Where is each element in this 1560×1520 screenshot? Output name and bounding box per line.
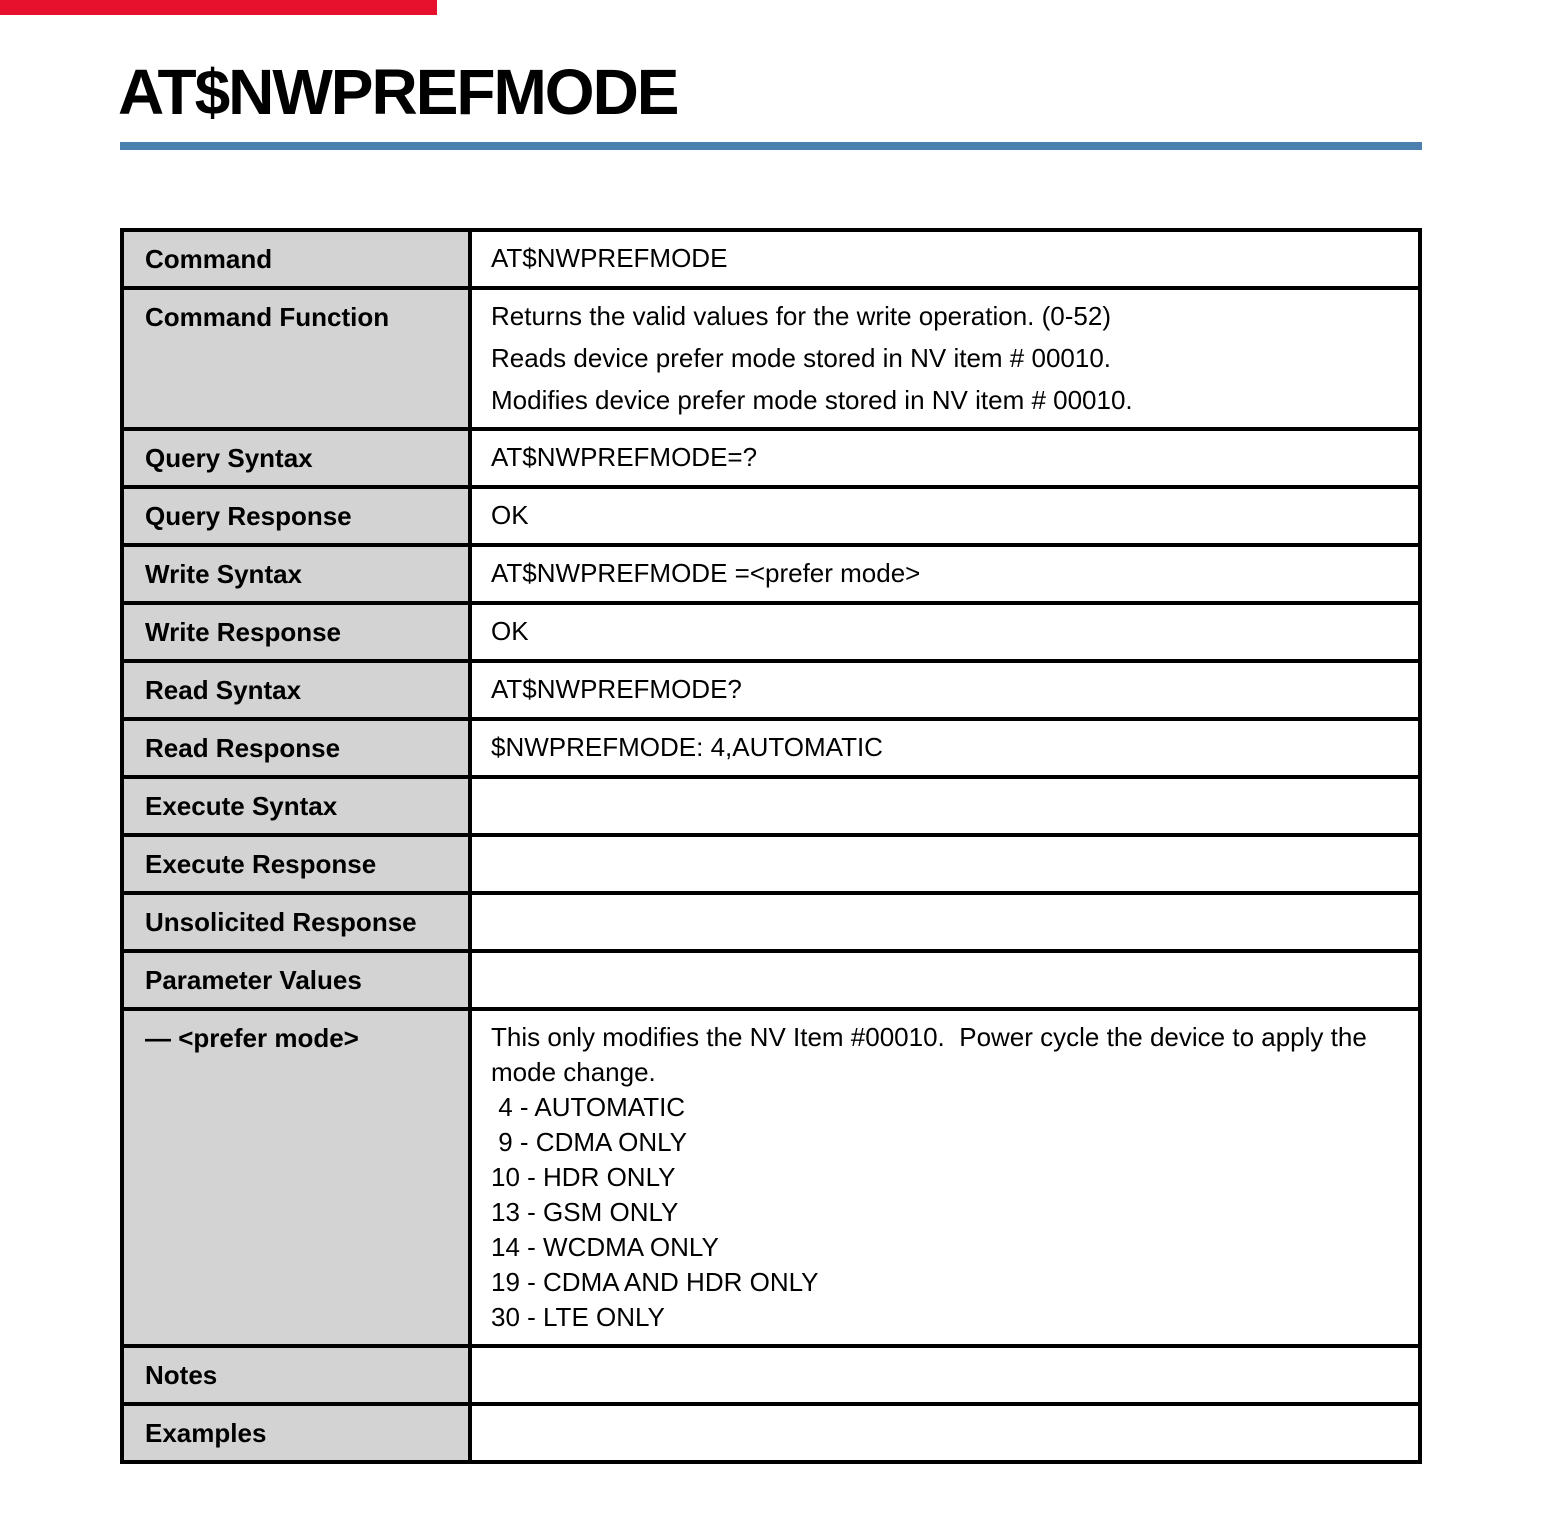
- row-label: Read Syntax: [122, 661, 470, 719]
- value-line: AT$NWPREFMODE=?: [491, 442, 758, 472]
- value-line: OK: [491, 500, 529, 530]
- row-label: — <prefer mode>: [122, 1009, 470, 1346]
- row-label: Execute Response: [122, 835, 470, 893]
- value-line: This only modifies the NV Item #00010. Power cycle the device to apply the mode change.: [491, 1022, 1375, 1087]
- row-label: Command Function: [122, 288, 470, 429]
- row-label: Write Response: [122, 603, 470, 661]
- row-value: [470, 951, 1420, 1009]
- table-row: [122, 893, 1420, 951]
- table-row: [122, 288, 1420, 429]
- table-row: [122, 230, 1420, 288]
- table-row: [122, 1404, 1420, 1462]
- table-row: [122, 603, 1420, 661]
- row-value: [470, 545, 1420, 603]
- table-row: [122, 487, 1420, 545]
- table-row: [122, 951, 1420, 1009]
- table-row: [122, 429, 1420, 487]
- row-value: [470, 835, 1420, 893]
- value-line: Reads device prefer mode stored in NV item # 00010.: [491, 343, 1112, 373]
- value-line: 19 - CDMA AND HDR ONLY: [491, 1267, 819, 1297]
- value-line: Modifies device prefer mode stored in NV item # 00010.: [491, 385, 1133, 415]
- table-row: [122, 719, 1420, 777]
- row-label: Examples: [122, 1404, 470, 1462]
- table-row: [122, 661, 1420, 719]
- row-value: [470, 603, 1420, 661]
- value-line: 10 - HDR ONLY: [491, 1162, 676, 1192]
- row-value: [470, 1346, 1420, 1404]
- row-value: [470, 893, 1420, 951]
- value-line: 9 - CDMA ONLY: [491, 1127, 688, 1157]
- table-row: [122, 777, 1420, 835]
- value-line: AT$NWPREFMODE: [491, 243, 728, 273]
- row-label: Parameter Values: [122, 951, 470, 1009]
- row-label: Read Response: [122, 719, 470, 777]
- row-label: Unsolicited Response: [122, 893, 470, 951]
- table-row: [122, 1346, 1420, 1404]
- row-label: Execute Syntax: [122, 777, 470, 835]
- table-row: [122, 835, 1420, 893]
- row-label: Notes: [122, 1346, 470, 1404]
- row-label: Query Syntax: [122, 429, 470, 487]
- row-value: [470, 1009, 1420, 1346]
- value-line: 30 - LTE ONLY: [491, 1302, 665, 1332]
- row-value: [470, 429, 1420, 487]
- value-line: AT$NWPREFMODE =<prefer mode>: [491, 558, 921, 588]
- row-value: [470, 661, 1420, 719]
- row-value: [470, 719, 1420, 777]
- page-title: AT$NWPREFMODE: [118, 56, 678, 128]
- table-row: [122, 1009, 1420, 1346]
- value-line: OK: [491, 616, 529, 646]
- command-reference-table: [120, 228, 1422, 1464]
- value-line: $NWPREFMODE: 4,AUTOMATIC: [491, 732, 883, 762]
- row-value: [470, 777, 1420, 835]
- row-label: Query Response: [122, 487, 470, 545]
- table-row: [122, 545, 1420, 603]
- row-value: [470, 487, 1420, 545]
- row-label: Command: [122, 230, 470, 288]
- row-value: [470, 1404, 1420, 1462]
- row-value: [470, 230, 1420, 288]
- value-line: 4 - AUTOMATIC: [491, 1092, 686, 1122]
- top-red-bar: [0, 0, 437, 15]
- row-value: [470, 288, 1420, 429]
- value-line: Returns the valid values for the write operation. (0-52): [491, 301, 1111, 331]
- value-line: 14 - WCDMA ONLY: [491, 1232, 719, 1262]
- row-label: Write Syntax: [122, 545, 470, 603]
- value-line: AT$NWPREFMODE?: [491, 674, 742, 704]
- value-line: 13 - GSM ONLY: [491, 1197, 679, 1227]
- title-rule: [120, 142, 1422, 150]
